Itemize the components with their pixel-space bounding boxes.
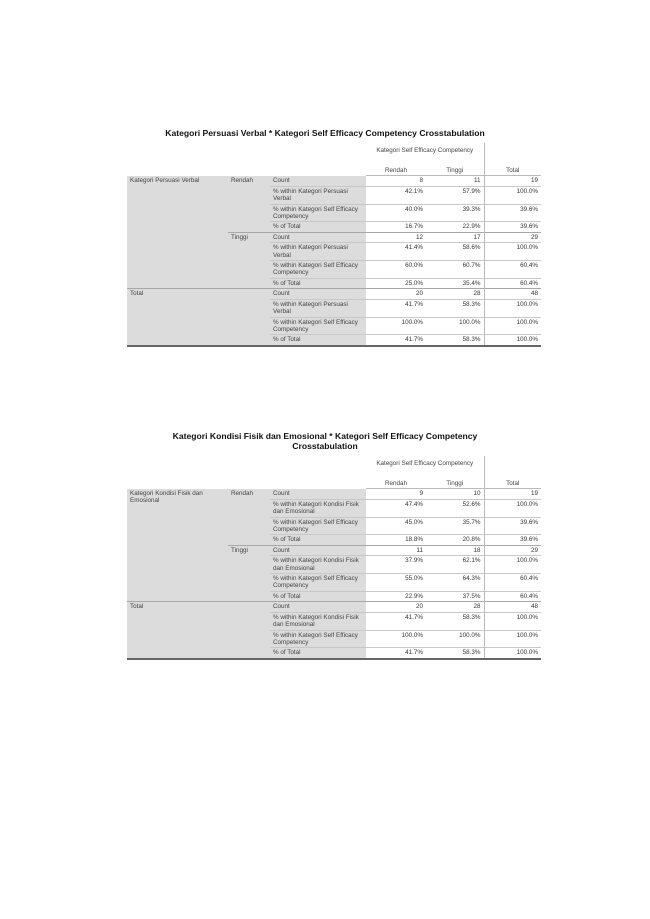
cell: 41.7% (366, 648, 426, 659)
row-group-tinggi: Tinggi (228, 232, 270, 288)
stat-label: % of Total (270, 648, 366, 659)
cell: 60.4% (484, 278, 541, 288)
stat-label: % within Kategori Self Efficacy Competency (270, 574, 366, 592)
cell: 11 (426, 176, 484, 186)
cell: 100.0% (484, 299, 541, 317)
stat-label: % of Total (270, 278, 366, 288)
stat-label: Count (270, 232, 366, 242)
stat-label: % within Kategori Self Efficacy Competency (270, 204, 366, 222)
cell: 9 (366, 489, 426, 499)
stat-label: Count (270, 289, 366, 299)
cell: 100.0% (426, 317, 484, 335)
cell: 39.6% (484, 535, 541, 545)
cell: 37.5% (426, 591, 484, 601)
cell: 39.3% (426, 204, 484, 222)
stat-label: % of Total (270, 591, 366, 601)
stat-label: % within Kategori Self Efficacy Competency (270, 261, 366, 279)
stat-label: % within Kategori Persuasi Verbal (270, 299, 366, 317)
crosstab-table-2 (127, 456, 541, 660)
cell: 41.7% (366, 612, 426, 630)
cell: 22.9% (366, 591, 426, 601)
cell: 41.7% (366, 335, 426, 346)
stat-label: Count (270, 602, 366, 612)
cell: 8 (366, 176, 426, 186)
cell: 62.1% (426, 556, 484, 574)
stat-label: % within Kategori Kondisi Fisik dan Emosional (270, 612, 366, 630)
table-title-line-2: Crosstabulation (292, 441, 358, 451)
cell: 48 (484, 602, 541, 612)
cell: 100.0% (366, 630, 426, 648)
col-header-total: Total (484, 479, 541, 489)
row-group-rendah: Rendah (228, 489, 270, 545)
col-header-tinggi: Tinggi (426, 166, 484, 176)
cell: 100.0% (426, 630, 484, 648)
cell: 52.6% (426, 499, 484, 517)
cell: 60.0% (366, 261, 426, 279)
cell: 35.4% (426, 278, 484, 288)
cell: 20.8% (426, 535, 484, 545)
col-header-total: Total (484, 166, 541, 176)
crosstab-kondisi-fisik (0, 431, 650, 451)
col-header-tinggi: Tinggi (426, 479, 484, 489)
cell: 58.3% (426, 299, 484, 317)
cell: 17 (426, 232, 484, 242)
stat-label: % within Kategori Kondisi Fisik dan Emosional (270, 556, 366, 574)
col-group-header: Kategori Self Efficacy Competency (366, 143, 484, 166)
stat-label: % within Kategori Self Efficacy Competency (270, 630, 366, 648)
stat-label: Count (270, 176, 366, 186)
cell: 64.3% (426, 574, 484, 592)
row-group-rendah: Rendah (228, 176, 270, 232)
stat-label: % of Total (270, 222, 366, 232)
cell: 100.0% (484, 612, 541, 630)
cell: 28 (426, 602, 484, 612)
cell: 39.6% (484, 204, 541, 222)
row-group-tinggi: Tinggi (228, 545, 270, 601)
cell: 18 (426, 545, 484, 555)
stat-label: % within Kategori Self Efficacy Competency (270, 517, 366, 535)
cell: 58.3% (426, 648, 484, 659)
cell: 100.0% (484, 335, 541, 346)
cell: 100.0% (484, 317, 541, 335)
stat-label: Count (270, 545, 366, 555)
cell: 100.0% (484, 648, 541, 659)
cell: 10 (426, 489, 484, 499)
cell: 55.0% (366, 574, 426, 592)
cell: 100.0% (484, 499, 541, 517)
col-group-header: Kategori Self Efficacy Competency (366, 456, 484, 479)
cell: 25.0% (366, 278, 426, 288)
cell: 100.0% (484, 630, 541, 648)
cell: 18.8% (366, 535, 426, 545)
cell: 20 (366, 602, 426, 612)
table-title-line-1: Kategori Kondisi Fisik dan Emosional * Kategori Self Efficacy Competency (172, 431, 478, 441)
cell: 60.4% (484, 261, 541, 279)
cell: 58.3% (426, 335, 484, 346)
row-group-total: Total (127, 602, 270, 659)
cell: 12 (366, 232, 426, 242)
cell: 20 (366, 289, 426, 299)
cell: 57.9% (426, 186, 484, 204)
cell: 48 (484, 289, 541, 299)
cell: 29 (484, 545, 541, 555)
cell: 47.4% (366, 499, 426, 517)
cell: 35.7% (426, 517, 484, 535)
stat-label: % within Kategori Kondisi Fisik dan Emosional (270, 499, 366, 517)
cell: 11 (366, 545, 426, 555)
crosstab-persuasi-verbal (0, 128, 650, 138)
stat-label: % of Total (270, 335, 366, 346)
col-header-rendah: Rendah (366, 166, 426, 176)
cell: 41.7% (366, 299, 426, 317)
stat-label: % within Kategori Persuasi Verbal (270, 243, 366, 261)
cell: 19 (484, 176, 541, 186)
cell: 58.3% (426, 612, 484, 630)
cell: 45.0% (366, 517, 426, 535)
row-variable-label: Kategori Kondisi Fisik dan Emosional (127, 489, 228, 602)
row-group-total: Total (127, 289, 270, 346)
stat-label: Count (270, 489, 366, 499)
stat-label: % within Kategori Persuasi Verbal (270, 186, 366, 204)
row-variable-label: Kategori Persuasi Verbal (127, 176, 228, 289)
crosstab-table-1 (127, 143, 541, 347)
cell: 100.0% (484, 186, 541, 204)
cell: 16.7% (366, 222, 426, 232)
cell: 29 (484, 232, 541, 242)
cell: 40.0% (366, 204, 426, 222)
cell: 100.0% (484, 243, 541, 261)
table-title: Kategori Persuasi Verbal * Kategori Self Efficacy Competency Crosstabulation (165, 128, 485, 138)
cell: 100.0% (366, 317, 426, 335)
cell: 19 (484, 489, 541, 499)
cell: 100.0% (484, 556, 541, 574)
cell: 42.1% (366, 186, 426, 204)
cell: 41.4% (366, 243, 426, 261)
cell: 60.4% (484, 574, 541, 592)
cell: 39.6% (484, 517, 541, 535)
cell: 28 (426, 289, 484, 299)
cell: 37.9% (366, 556, 426, 574)
cell: 58.6% (426, 243, 484, 261)
cell: 39.6% (484, 222, 541, 232)
cell: 22.9% (426, 222, 484, 232)
stat-label: % within Kategori Self Efficacy Competency (270, 317, 366, 335)
col-header-rendah: Rendah (366, 479, 426, 489)
stat-label: % of Total (270, 535, 366, 545)
cell: 60.7% (426, 261, 484, 279)
cell: 60.4% (484, 591, 541, 601)
